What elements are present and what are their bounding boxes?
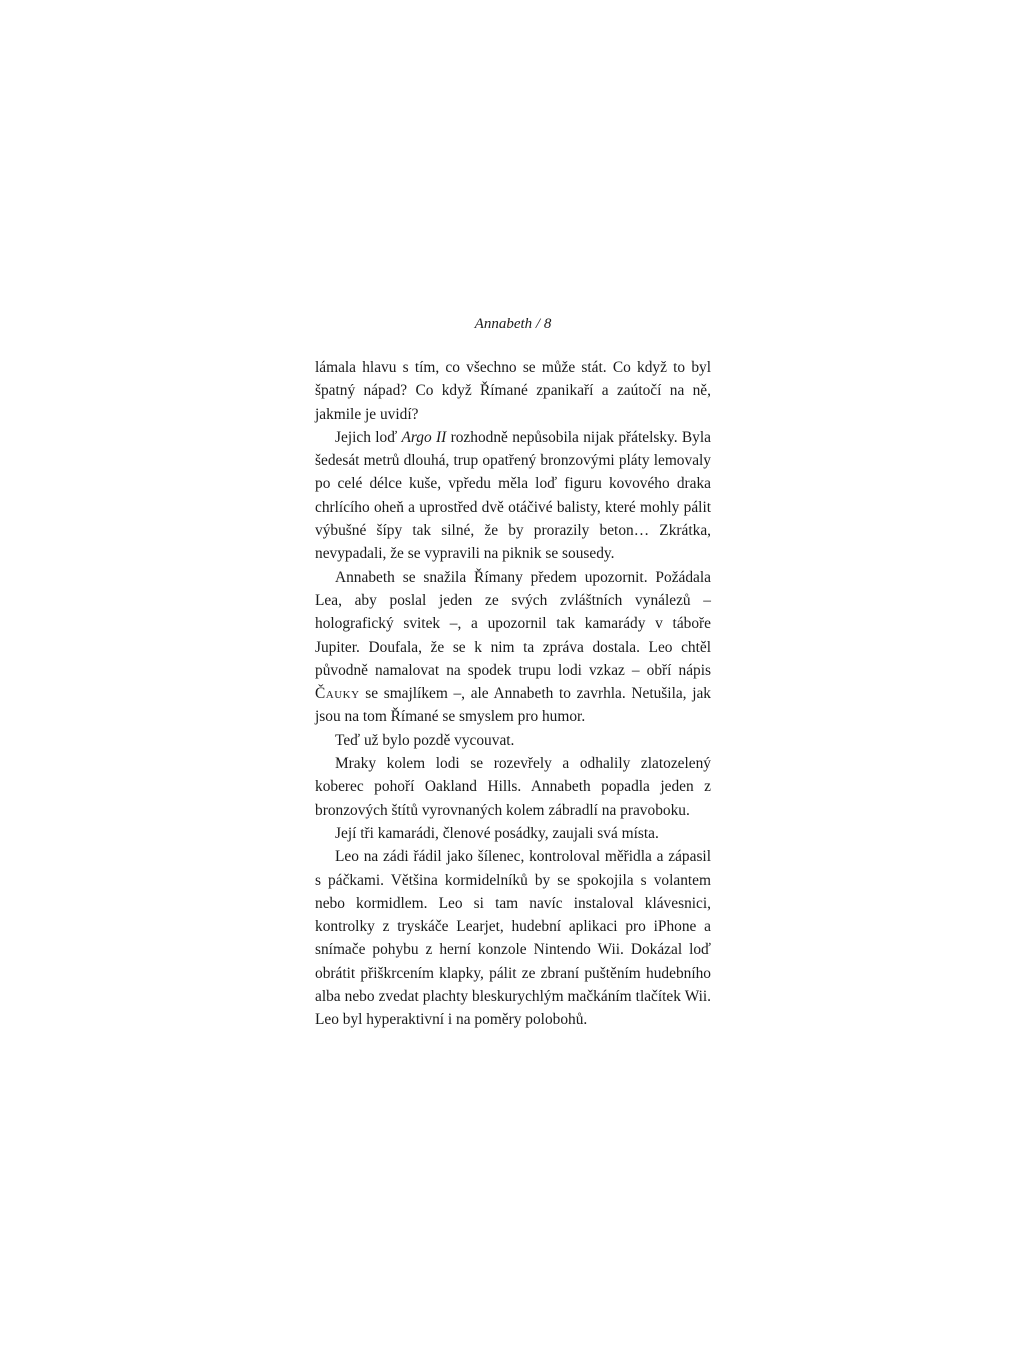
paragraph bbox=[315, 356, 711, 426]
text-run: Její tři kamarádi, členové posádky, zaujali svá místa. bbox=[335, 824, 659, 842]
paragraph bbox=[315, 752, 711, 822]
text-run: Annabeth se snažila Římany předem upozornit. Požádala Lea, aby poslal jeden ze svých zvláštních vynálezů – holografický svitek –, a upozornil tak kamarády v táboře Jupiter. Doufala, že se k nim ta zpráva dostala. Leo chtěl původně namalovat na spodek trupu lodi vzkaz – obří nápis bbox=[315, 568, 711, 679]
running-head: Annabeth / 8 bbox=[474, 316, 552, 332]
body-text bbox=[315, 356, 711, 1032]
italic-text: Argo II bbox=[401, 428, 447, 446]
paragraph bbox=[315, 426, 711, 566]
text-run: Jejich loď bbox=[335, 428, 402, 446]
paragraph bbox=[315, 845, 711, 1031]
paragraph bbox=[315, 822, 711, 845]
text-run: lámala hlavu s tím, co všechno se může stát. Co když to byl špatný nápad? Co když Římané zpanikaří a zaútočí na ně, jakmile je uvidí? bbox=[315, 359, 711, 423]
paragraph bbox=[315, 729, 711, 752]
book-page bbox=[315, 312, 711, 1032]
text-run: rozhodně nepůsobila nijak přátelsky. Byla šedesát metrů dlouhá, trup opatřený bronzovými pláty lemovaly po celé délce kuše, vpředu měla loď figuru kovového draka chrlícího oheň a uprostřed dvě otáčivé balisty, které mohly pálit výbušné šípy tak silné, že by prorazily beton… Zkrátka, nevypadali, že se vypravili na piknik se sousedy. bbox=[315, 428, 711, 563]
text-run: se smajlíkem –, ale Annabeth to zavrhla. Netušila, jak jsou na tom Římané se smyslem pro humor. bbox=[315, 685, 711, 726]
text-run: Teď už bylo pozdě vycouvat. bbox=[335, 731, 515, 749]
text-run: Mraky kolem lodi se rozevřely a odhalily zlatozelený koberec pohoří Oakland Hills. Annabeth popadla jeden z bronzových štítů vyrovnaných kolem zábradlí na pravoboku. bbox=[315, 755, 711, 819]
paragraph bbox=[315, 566, 711, 729]
small-caps-text: Čauky bbox=[315, 685, 360, 703]
text-run: Leo na zádi řádil jako šílenec, kontroloval měřidla a zápasil s páčkami. Většina kormidelníků by se spokojila s volantem nebo kormidlem. Leo si tam navíc instaloval klávesnici, kontrolky z tryskáče Learjet, hudební aplikaci pro iPhone a snímače pohybu z herní konzole Nintendo Wii. Dokázal loď obrátit přiškrcením klapky, pálit ze zbraní puštěním hudebního alba nebo zvedat plachty bleskurychlým mačkáním tlačítek Wii. Leo byl hyperaktivní i na poměry polobohů. bbox=[315, 848, 711, 1029]
